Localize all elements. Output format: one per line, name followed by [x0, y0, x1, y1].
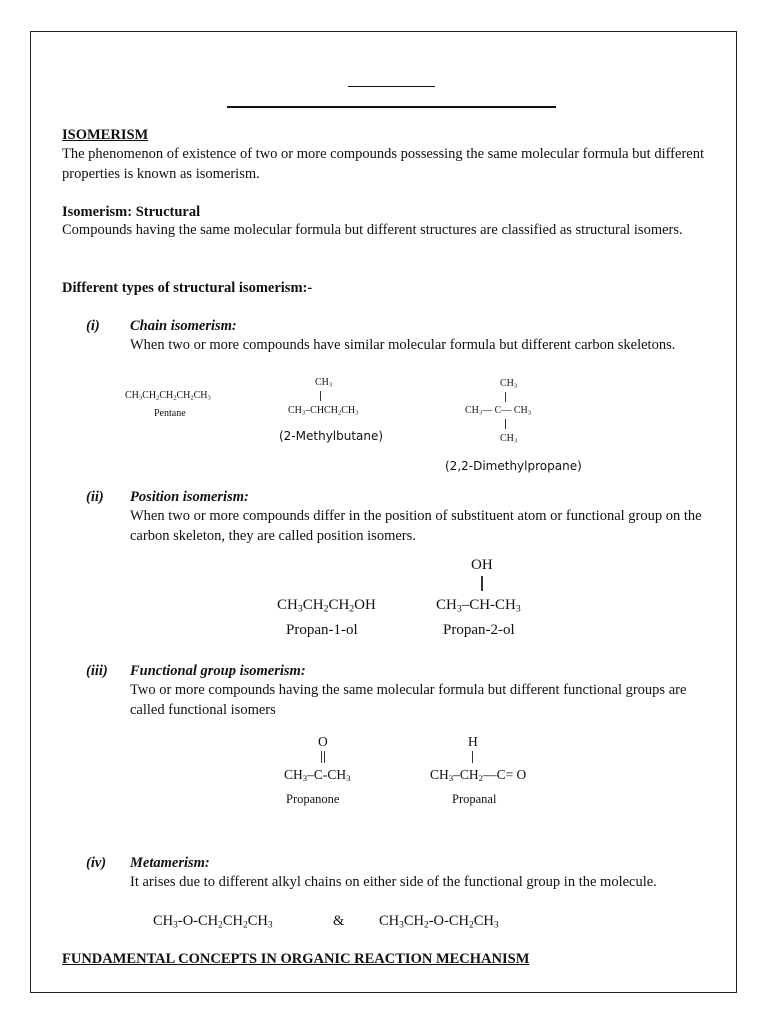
structural-definition: Compounds having the same molecular formula but different structures are classified as structural isomers. [62, 222, 683, 238]
structural-heading: Isomerism: Structural [62, 204, 201, 220]
propanal-label: Propanal [452, 792, 497, 806]
dimethylpropane-label: (2,2-Dimethylpropane) [445, 459, 582, 473]
long-rule [227, 106, 556, 108]
dimethylpropane-top-bond [505, 392, 506, 402]
propan2ol-label: Propan-2-ol [443, 622, 515, 638]
metamerism-title: Metamerism: [130, 855, 210, 871]
metamerism-num: (iv) [86, 855, 107, 871]
propanone-double-bond-2 [324, 751, 325, 763]
propanone-formula: $CH_3-C-CH_3$ [284, 767, 351, 784]
methylbutane-ch3: $CH_3$ [315, 377, 333, 389]
propanone-label: Propanone [286, 792, 340, 806]
functional-num: (iii) [86, 663, 108, 679]
metamer-ether-1: $CH_3-O-CH_2CH_2CH_3$ [153, 913, 273, 931]
metamer-ampersand: & [333, 913, 345, 929]
methylbutane-chain: $CH_3-CHCH_2CH_3$ [288, 405, 359, 417]
metamer-ether-2: $CH_3CH_2-O-CH_2CH_3$ [379, 913, 499, 931]
position-title: Position isomerism: [130, 489, 249, 505]
position-num: (ii) [86, 489, 104, 505]
reaction-mechanism-heading: FUNDAMENTAL CONCEPTS IN ORGANIC REACTION MECHANISM [62, 951, 530, 967]
dimethylpropane-top-ch3: $CH_3$ [500, 378, 518, 390]
propanone-double-bond-1 [321, 751, 322, 763]
chain-title: Chain isomerism: [130, 318, 237, 334]
metamerism-definition: It arises due to different alkyl chains on either side of the functional group in the molecule. [130, 874, 657, 890]
propanal-hydrogen: H [468, 734, 478, 749]
functional-definition: Two or more compounds having the same molecular formula but different functional groups are called functional isomers [130, 682, 687, 718]
propanone-oxygen: O [318, 734, 328, 749]
propanal-formula: $CH_3-CH_2—C= O$ [430, 767, 527, 784]
chain-num: (i) [86, 318, 100, 334]
propanal-bond [472, 751, 473, 763]
short-rule [348, 86, 435, 87]
propan1ol-label: Propan-1-ol [286, 622, 358, 638]
dimethylpropane-bottom-bond [505, 419, 506, 429]
chain-definition: When two or more compounds have similar molecular formula but different carbon skeletons. [130, 337, 676, 353]
functional-title: Functional group isomerism: [130, 663, 306, 679]
methylbutane-label: (2-Methylbutane) [279, 429, 384, 443]
isomerism-definition: The phenomenon of existence of two or more compounds possessing the same molecular formula but different properties is known as isomerism. [62, 146, 704, 182]
pentane-label: Pentane [154, 408, 186, 419]
pentane-formula: $CH_3CH_2CH_2CH_2CH_3$ [125, 390, 211, 402]
dimethylpropane-chain: $CH_3—$ C— $CH_3$ [465, 405, 531, 417]
propan2ol-oh: OH [471, 557, 493, 573]
propan2ol-bond [481, 576, 483, 591]
propan2ol-formula: $CH_3-CH-CH_3$ [436, 597, 521, 615]
propan1ol-formula: $CH_3CH_2CH_2OH$ [277, 597, 376, 615]
dimethylpropane-bottom-ch3: $CH_3$ [500, 433, 518, 445]
position-definition: When two or more compounds differ in the position of substituent atom or functional group on the carbon skeleton, they are called position isomers. [130, 508, 702, 544]
isomerism-heading: ISOMERISM [62, 127, 149, 143]
methylbutane-bond [320, 391, 321, 401]
types-heading: Different types of structural isomerism:- [62, 280, 313, 296]
